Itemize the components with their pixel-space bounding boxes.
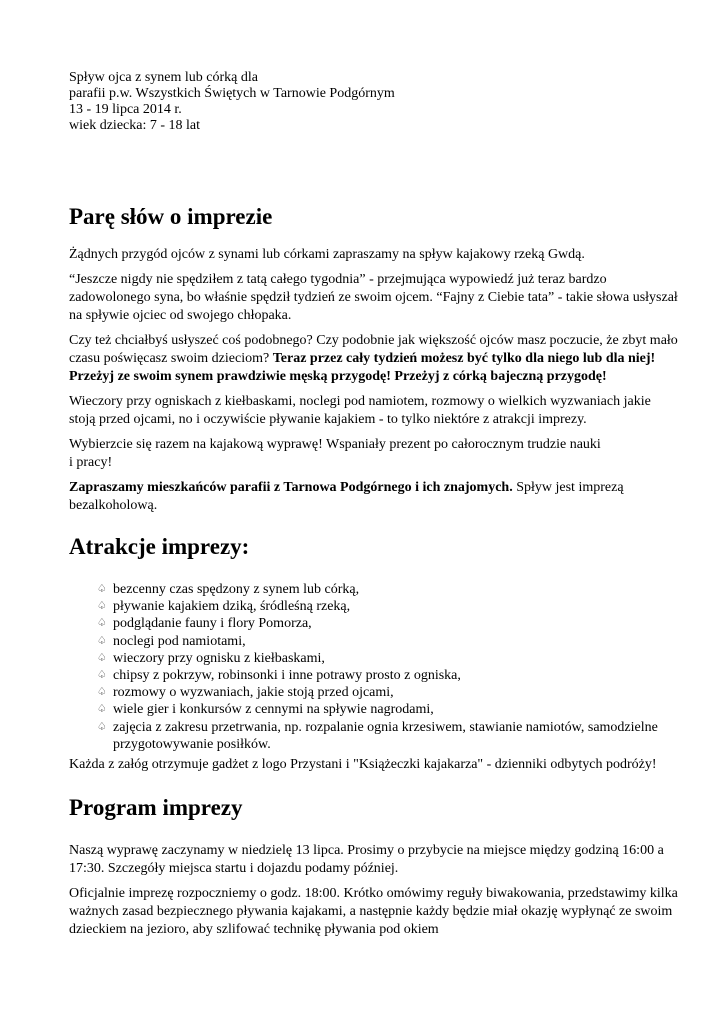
- paragraph-text: i pracy!: [69, 455, 113, 470]
- event-header: [69, 70, 395, 134]
- paragraph: Naszą wyprawę zaczynamy w niedzielę 13 lipca. Prosimy o przybycie na miejsce między godziną 16:00 a 17:30. Szczegóły miejsca startu i dojazdu podamy później.: [69, 843, 664, 877]
- list-item-text: pływanie kajakiem dziką, śródleśną rzeką,: [113, 599, 351, 615]
- list-item-text: wieczory przy ognisku z kiełbaskami,: [113, 650, 325, 666]
- paragraph: [69, 436, 679, 472]
- paragraph: Każda z załóg otrzymuje gadżet z logo Przystani i "Książeczki kajakarza" - dzienniki odbytych podróży!: [69, 757, 657, 773]
- spade-bullet-icon: ♤: [97, 720, 107, 733]
- header-line: parafii p.w. Wszystkich Świętych w Tarnowie Podgórnym: [69, 86, 395, 101]
- spade-bullet-icon: ♤: [97, 651, 107, 664]
- list-item: [97, 633, 679, 650]
- list-item-text: rozmowy o wyzwaniach, jakie stoją przed ojcami,: [113, 685, 394, 701]
- spade-bullet-icon: ♤: [97, 703, 107, 716]
- list-item: [97, 701, 679, 718]
- section-heading-about: Parę słów o imprezie: [69, 204, 273, 229]
- paragraph: “Jeszcze nigdy nie spędziłem z tatą całego tygodnia” - przejmująca wypowiedź już teraz bardzo zadowolonego syna, bo właśnie spędził tydzień ze swoim ojcem. “Fajny z Ciebie tata” - takie słowa usłyszał na spływie ojciec od swojego chłopaka.: [69, 272, 678, 323]
- list-item: [97, 684, 679, 701]
- paragraph-text: Spływ jest imprezą bezalkoholową.: [69, 480, 624, 513]
- list-item: [97, 598, 679, 615]
- spade-bullet-icon: ♤: [97, 600, 107, 613]
- document-body: [69, 202, 679, 946]
- header-line: Spływ ojca z synem lub córką dla: [69, 70, 258, 85]
- list-item: [97, 719, 679, 753]
- paragraph: [69, 332, 679, 386]
- header-line: wiek dziecka: 7 - 18 lat: [69, 118, 201, 133]
- header-line: 13 - 19 lipca 2014 r.: [69, 102, 182, 117]
- paragraph-emphasis: Teraz przez cały tydzień możesz być tylko dla niego lub dla niej! Przeżyj ze swoim synem prawdziwie męską przygodę! Przeżyj z córką bajeczną przygodę!: [69, 351, 656, 384]
- spade-bullet-icon: ♤: [97, 583, 107, 595]
- section-heading-attractions: Atrakcje imprezy:: [69, 534, 250, 559]
- spade-bullet-icon: ♤: [97, 634, 107, 647]
- list-item-text: podglądanie fauny i flory Pomorza,: [113, 616, 312, 632]
- list-item-text: chipsy z pokrzyw, robinsonki i inne potrawy prosto z ogniska,: [113, 668, 461, 684]
- list-item-text: zajęcia z zakresu przetrwania, np. rozpalanie ognia krzesiwem, stawianie namiotów, samodzielne przygotowywanie posiłków.: [113, 719, 658, 752]
- list-item: [97, 581, 679, 598]
- list-item: [97, 615, 679, 632]
- paragraph-emphasis: Zapraszamy mieszkańców parafii z Tarnowa Podgórnego i ich znajomych.: [69, 480, 513, 495]
- paragraph: Oficjalnie imprezę rozpoczniemy o godz. 18:00. Krótko omówimy reguły biwakowania, przedstawimy kilka ważnych zasad bezpiecznego pływania kajakami, a następnie każdy będzie miał okazję wypłynąć ze swoim dzieckiem na jezioro, aby szlifować technikę pływania pod okiem: [69, 886, 678, 938]
- spade-bullet-icon: ♤: [97, 617, 107, 630]
- paragraph: Żądnych przygód ojców z synami lub córkami zapraszamy na spływ kajakowy rzeką Gwdą.: [69, 247, 585, 262]
- section-heading-program: Program imprezy: [69, 795, 243, 821]
- attractions-list: [69, 581, 679, 753]
- spade-bullet-icon: ♤: [97, 669, 107, 682]
- list-item: [97, 650, 679, 667]
- list-item: [97, 667, 679, 684]
- spade-bullet-icon: ♤: [97, 686, 107, 699]
- paragraph: Wieczory przy ogniskach z kiełbaskami, noclegi pod namiotem, rozmowy o wielkich wyzwaniach jakie stoją przed ojcami, no i oczywiście pływanie kajakiem - to tylko niektóre z atrakcji imprezy.: [69, 394, 651, 427]
- paragraph: [69, 479, 679, 515]
- list-item-text: wiele gier i konkursów z cennymi na spływie nagrodami,: [113, 702, 434, 718]
- paragraph-text: Wybierzcie się razem na kajakową wyprawę! Wspaniały prezent po całorocznym trudzie nauki: [69, 437, 601, 452]
- list-item-text: noclegi pod namiotami,: [113, 633, 246, 649]
- list-item-text: bezcenny czas spędzony z synem lub córką,: [113, 582, 360, 597]
- paragraph-text: Czy też chciałbyś usłyszeć coś podobnego? Czy podobnie jak większość ojców masz poczucie, że zbyt mało czasu poświęcasz swoim dzieciom?: [69, 333, 678, 366]
